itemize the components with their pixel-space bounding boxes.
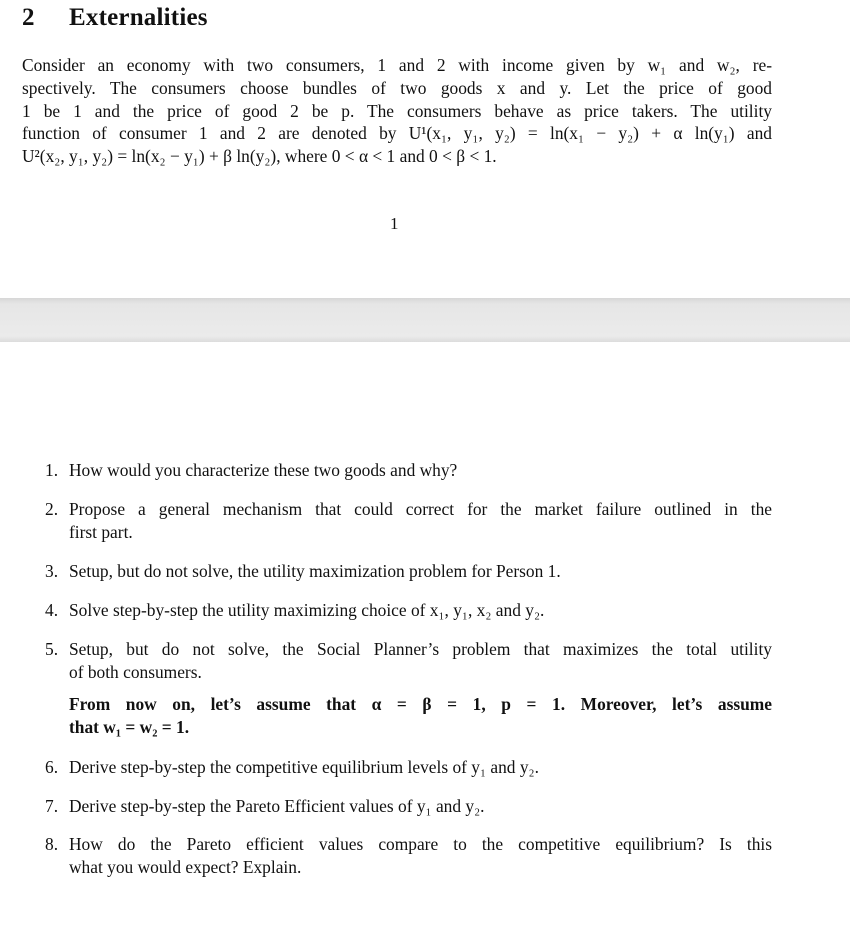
assumption-note bbox=[69, 693, 772, 739]
question-line: Derive step-by-step the competitive equilibrium levels of y₁ and y₂. bbox=[69, 757, 539, 777]
page-number: 1 bbox=[390, 214, 399, 233]
question-line: Derive step-by-step the Pareto Efficient values of y₁ and y₂. bbox=[69, 796, 485, 816]
question-line: Setup, but do not solve, the Social Planner’s problem that maximizes the total utility bbox=[69, 639, 772, 659]
page-two bbox=[0, 342, 850, 928]
section-number: 2 bbox=[22, 4, 35, 31]
question-number: 4. bbox=[45, 600, 59, 620]
question-number: 8. bbox=[45, 834, 59, 854]
intro-paragraph bbox=[22, 54, 772, 168]
page-break-gap bbox=[0, 298, 850, 342]
question-text bbox=[69, 599, 772, 622]
intro-line: function of consumer 1 and 2 are denoted by U¹(x₁, y₁, y₂) = ln(x₁ − y₂) + α ln(y₁) and bbox=[22, 123, 772, 144]
question-number: 3. bbox=[45, 561, 59, 581]
section-heading bbox=[22, 4, 208, 32]
question-number: 6. bbox=[45, 757, 59, 777]
question-text bbox=[69, 638, 772, 684]
assumption-line: that w₁ = w₂ = 1. bbox=[69, 716, 190, 737]
intro-line: Consider an economy with two consumers, 1 and 2 with income given by w₁ and w₂, re- bbox=[22, 55, 772, 75]
question-number: 2. bbox=[45, 499, 59, 519]
intro-line: spectively. The consumers choose bundles of two goods x and y. Let the price of good bbox=[22, 77, 772, 98]
question-line: Propose a general mechanism that could correct for the market failure outlined in the bbox=[69, 499, 772, 519]
question-text bbox=[69, 560, 772, 583]
question-line: what you would expect? Explain. bbox=[69, 856, 302, 877]
question-line: of both consumers. bbox=[69, 661, 202, 682]
question-text bbox=[69, 795, 772, 818]
question-number: 1. bbox=[45, 460, 59, 480]
question-number: 5. bbox=[45, 639, 59, 659]
assumption-line: From now on, let’s assume that α = β = 1, p = 1. Moreover, let’s assume bbox=[69, 694, 772, 714]
question-line: How would you characterize these two goods and why? bbox=[69, 460, 458, 480]
section-title: Externalities bbox=[69, 4, 208, 31]
question-number: 7. bbox=[45, 796, 59, 816]
page-one bbox=[0, 0, 850, 298]
intro-line: U²(x₂, y₁, y₂) = ln(x₂ − y₁) + β ln(y₂), where 0 < α < 1 and 0 < β < 1. bbox=[22, 146, 497, 167]
question-text bbox=[69, 459, 772, 482]
question-text bbox=[69, 833, 772, 879]
question-text bbox=[69, 498, 772, 544]
intro-line: 1 be 1 and the price of good 2 be p. The consumers behave as price takers. The utility bbox=[22, 100, 772, 121]
question-line: first part. bbox=[69, 521, 133, 542]
question-line: How do the Pareto efficient values compare to the competitive equilibrium? Is this bbox=[69, 834, 772, 854]
question-line: Setup, but do not solve, the utility maximization problem for Person 1. bbox=[69, 561, 561, 581]
question-text bbox=[69, 756, 772, 779]
question-line: Solve step-by-step the utility maximizing choice of x₁, y₁, x₂ and y₂. bbox=[69, 600, 545, 620]
